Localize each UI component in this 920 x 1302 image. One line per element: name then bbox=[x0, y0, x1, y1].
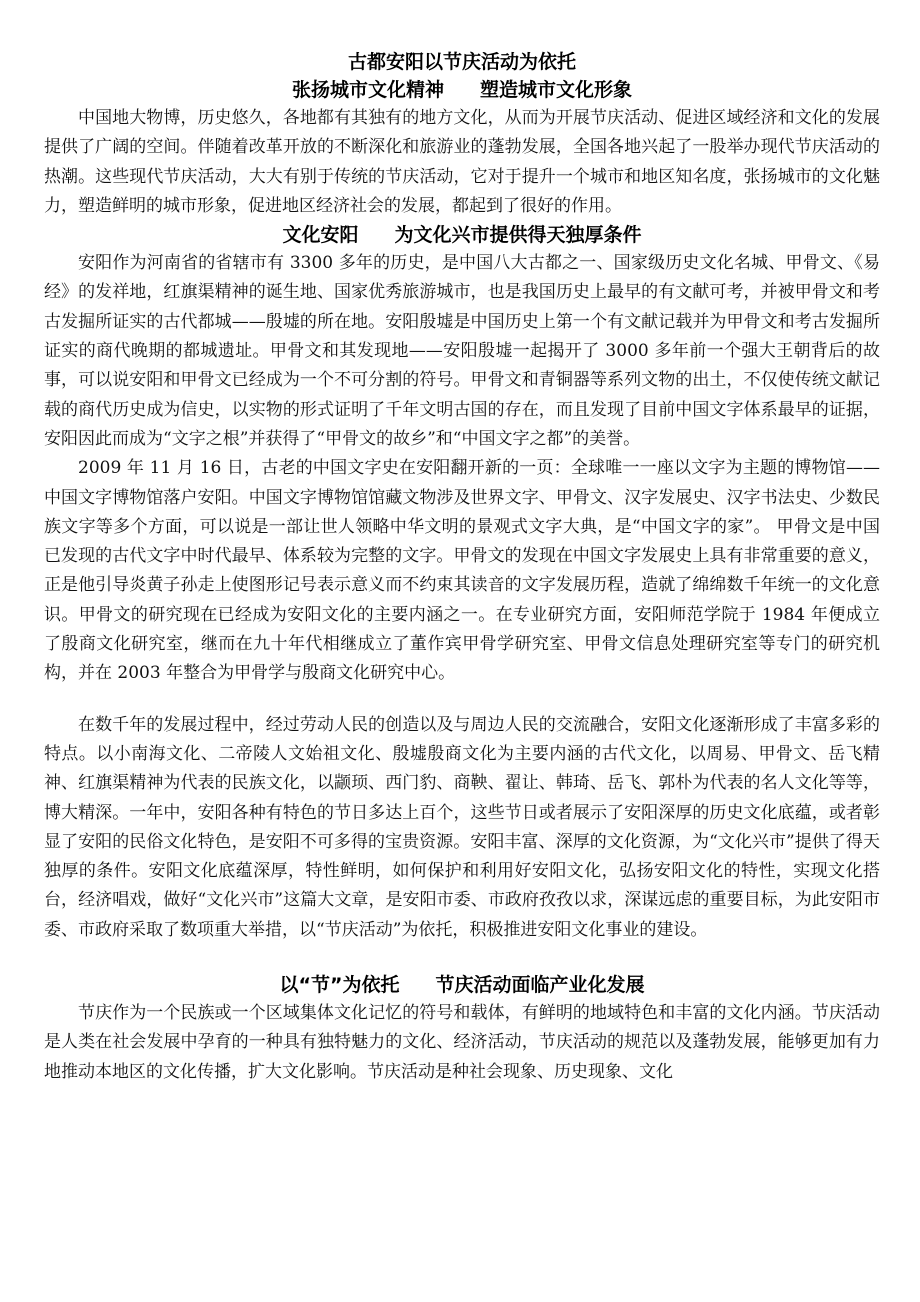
subtitle-right: 塑造城市文化形象 bbox=[480, 79, 633, 101]
section1-paragraph-1: 安阳作为河南省的省辖市有 3300 多年的历史，是中国八大古都之一、国家级历史文化名城、甲骨文、《易经》的发祥地，红旗渠精神的诞生地、国家优秀旅游城市，也是我国历史上最早的有文献可考，并被甲骨文和考古发掘所证实的古代都城——殷墟的所在地。安阳殷墟是中国历史上第一个有文献记载并为甲骨文和考古发掘所证实的商代晚期的都城遗址。甲骨文和其发现地——安阳殷墟一起揭开了 3000 多年前一个强大王朝背后的故事，可以说安阳和甲骨文已经成为一个不可分割的符号。甲骨文和青铜器等系列文物的出土，不仅使传统文献记载的商代历史成为信史，以实物的形式证明了千年文明古国的存在，而且发现了目前中国文字体系最早的证据，安阳因此而成为“文字之根”并获得了“甲骨文的故乡”和“中国文字之都”的美誉。 bbox=[44, 253, 880, 449]
section1-heading-left: 文化安阳 bbox=[282, 224, 359, 247]
section1-heading bbox=[44, 221, 880, 249]
section1-paragraph-2: 2009 年 11 月 16 日，古老的中国文字史在安阳翻开新的一页：全球唯一一座以文字为主题的博物馆——中国文字博物馆落户安阳。中国文字博物馆馆藏文物涉及世界文字、甲骨文、汉字发展史、汉字书法史、少数民族文字等多个方面，可以说是一部让世人领略中华文明的景观式文字大典，是“中国文字的家”。 甲骨文是中国已发现的古代文字中时代最早、体系较为完整的文字。甲骨文的发现在中国文字发展史上具有非常重要的意义，正是他引导炎黄子孙走上使图形记号表示意义而不约束其读音的文字发展历程，造就了绵绵数千年统一的文化意识。甲骨文的研究现在已经成为安阳文化的主要内涵之一。在专业研究方面，安阳师范学院于 1984 年便成立了殷商文化研究室，继而在九十年代相继成立了董作宾甲骨学研究室、甲骨文信息处理研究室等专门的研究机构，并在 2003 年整合为甲骨学与殷商文化研究中心。 bbox=[44, 458, 880, 684]
section2-heading-left: 以“节”为依托 bbox=[279, 974, 400, 997]
document-title: 古都安阳以节庆活动为依托 bbox=[347, 51, 576, 73]
section2-heading bbox=[44, 971, 880, 999]
section-spacer bbox=[44, 945, 880, 967]
intro-paragraph: 中国地大物博，历史悠久，各地都有其独有的地方文化，从而为开展节庆活动、促进区域经济和文化的发展提供了广阔的空间。伴随着改革开放的不断深化和旅游业的蓬勃发展，全国各地兴起了一股举办现代节庆活动的热潮。这些现代节庆活动，大大有别于传统的节庆活动，它对于提升一个城市和地区知名度，张扬城市的文化魅力，塑造鲜明的城市形象，促进地区经济社会的发展，都起到了很好的作用。 bbox=[44, 108, 880, 216]
subtitle-left: 张扬城市文化精神 bbox=[291, 79, 444, 101]
paragraph-spacer bbox=[44, 689, 880, 711]
section1-paragraph-3: 在数千年的发展过程中，经过劳动人民的创造以及与周边人民的交流融合，安阳文化逐渐形成了丰富多彩的特点。以小南海文化、二帝陵人文始祖文化、殷墟殷商文化为主要内涵的古代文化，以周易、甲骨文、岳飞精神、红旗渠精神为代表的民族文化，以颛顼、西门豹、商鞅、翟让、韩琦、岳飞、郭朴为代表的名人文化等等，博大精深。一年中，安阳各种有特色的节日多达上百个，这些节日或者展示了安阳深厚的历史文化底蕴，或者彰显了安阳的民俗文化特色，是安阳不可多得的宝贵资源。安阳丰富、深厚的文化资源，为“文化兴市”提供了得天独厚的条件。安阳文化底蕴深厚，特性鲜明，如何保护和利用好安阳文化，弘扬安阳文化的特性，实现文化搭台，经济唱戏，做好“文化兴市”这篇大文章，是安阳市委、市政府孜孜以求，深谋远虑的重要目标，为此安阳市委、市政府采取了数项重大举措，以“节庆活动”为依托，积极推进安阳文化事业的建设。 bbox=[44, 714, 880, 940]
section2-paragraph: 节庆作为一个民族或一个区域集体文化记忆的符号和载体，有鲜明的地域特色和丰富的文化内涵。节庆活动是人类在社会发展中孕育的一种具有独特魅力的文化、经济活动，节庆活动的规范以及蓬勃发展，能够更加有力地推动本地区的文化传播，扩大文化影响。节庆活动是种社会现象、历史现象、文化 bbox=[44, 1003, 880, 1082]
section1-heading-right: 为文化兴市提供得天独厚条件 bbox=[394, 224, 642, 247]
document-page bbox=[44, 40, 880, 1087]
section2-heading-right: 节庆活动面临产业化发展 bbox=[435, 974, 645, 997]
document-subtitle bbox=[44, 76, 880, 104]
